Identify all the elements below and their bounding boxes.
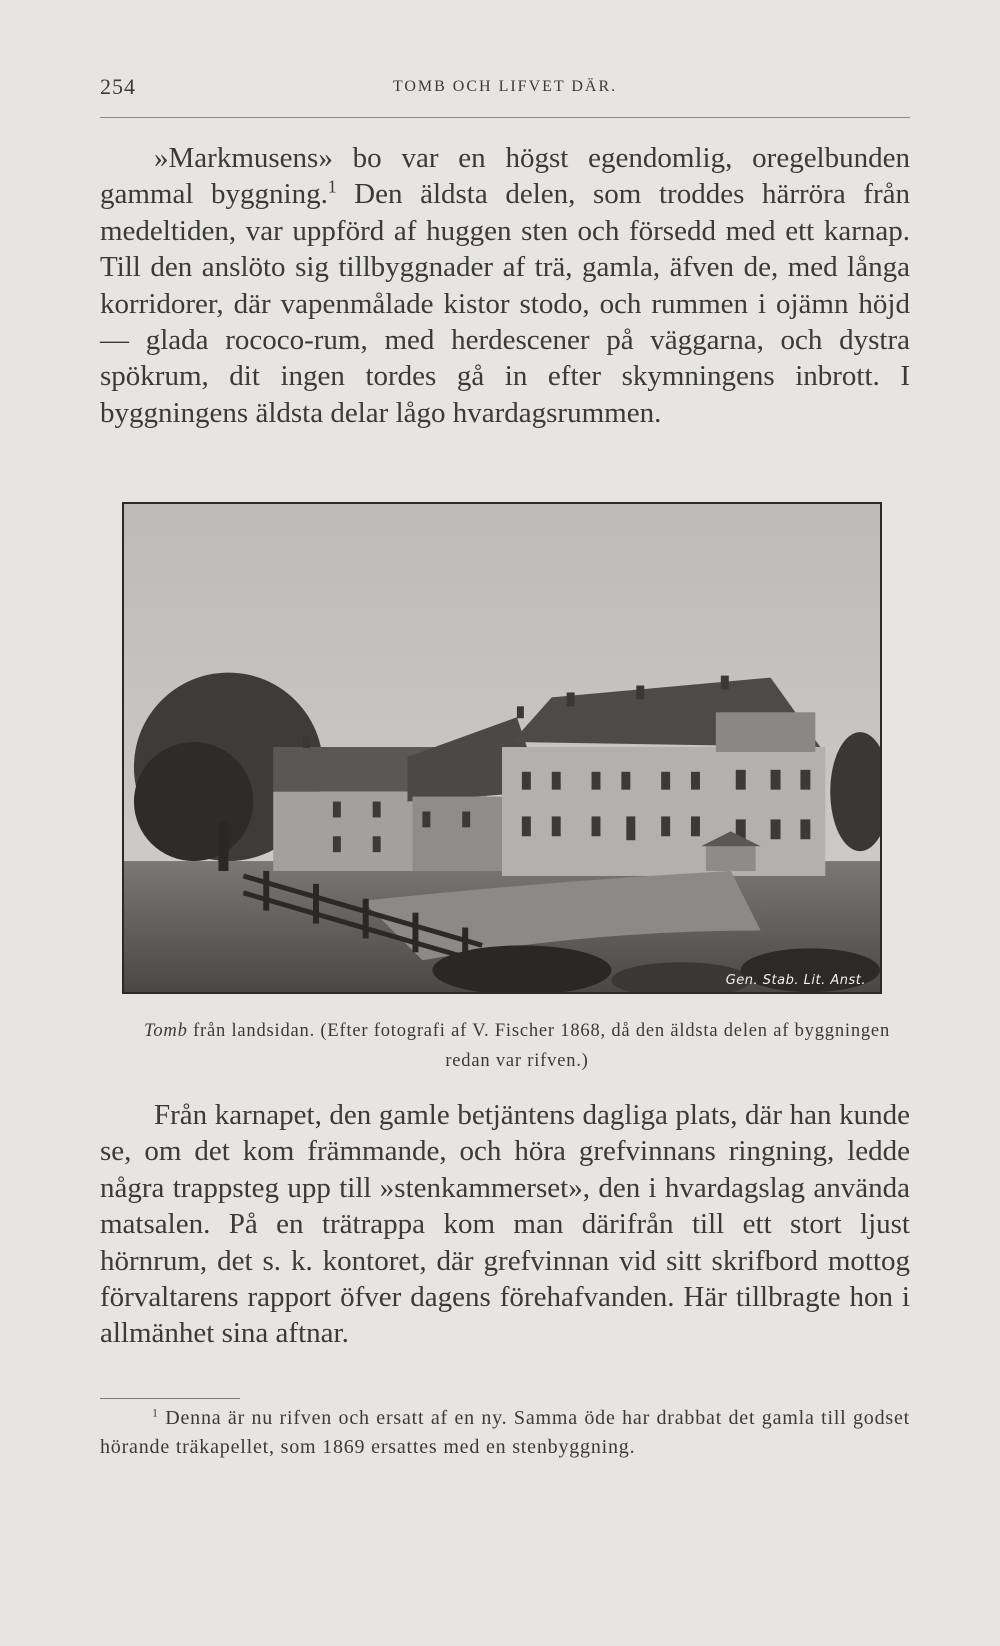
footnote — [100, 1404, 910, 1462]
caption-text: från landsidan. (Efter fotografi af V. Fischer 1868, då den äldsta delen af byggningen redan var rifven.) — [187, 1021, 890, 1071]
paragraph-2-text: Från karnapet, den gamle betjäntens dagliga plats, där han kunde se, om det kom främmande, och höra grefvinnans ringning, ledde några trappsteg upp till »stenkammerset», den i hvardagslag använda matsalen. På en trätrappa kom man därifrån till ett stort ljust hörnrum, det s. k. kontoret, där grefvinnan vid sitt skrifbord mottog förvaltarens rapport öfver dagens förehafvanden. Här tillbragte hon i allmänhet sina aftnar. — [100, 1099, 910, 1350]
manor-house-photograph — [124, 504, 880, 992]
paragraph-1-part-a: »Markmusens» bo var en högst egendomlig, oregelbunden gammal byggning. — [100, 142, 910, 211]
paragraph-1-text — [100, 140, 910, 431]
header-rule — [100, 117, 910, 118]
page-number: 254 — [100, 74, 136, 99]
footnote-text — [100, 1404, 910, 1462]
caption-place-name: Tomb — [143, 1021, 188, 1041]
footnote-marker: 1 — [152, 1405, 159, 1420]
engraver-credit: Gen. Stab. Lit. Anst. — [725, 973, 866, 988]
page-header — [100, 74, 910, 102]
photograph-figure — [122, 502, 882, 994]
paragraph-2 — [100, 1097, 910, 1352]
running-head: TOMB OCH LIFVET DÄR. — [392, 78, 618, 95]
footnote-body: Denna är nu rifven och ersatt af en ny. Samma öde har drabbat det gamla till godset hörande träkapellet, som 1869 ersattes med en stenbyggning. — [100, 1407, 910, 1458]
paragraph-1 — [100, 140, 910, 431]
paragraph-1-part-b: Den äldsta delen, som troddes härröra från medeltiden, var uppförd af huggen sten och försedd med ett karnap. Till den anslöto sig tillbyggnader af trä, gamla, äfven de, med långa korridorer, där vapenmålade kistor stodo, och rummen i ojämn höjd — glada rococo-rum, med herdescener på väggarna, och dystra spökrum, dit ingen tordes gå in efter skymningens inbrott. I byggningens äldsta delar lågo hvardagsrummen. — [100, 178, 910, 429]
footnote-reference[interactable]: 1 — [327, 176, 337, 197]
figure-caption — [122, 1016, 912, 1076]
footnote-rule — [100, 1398, 240, 1399]
